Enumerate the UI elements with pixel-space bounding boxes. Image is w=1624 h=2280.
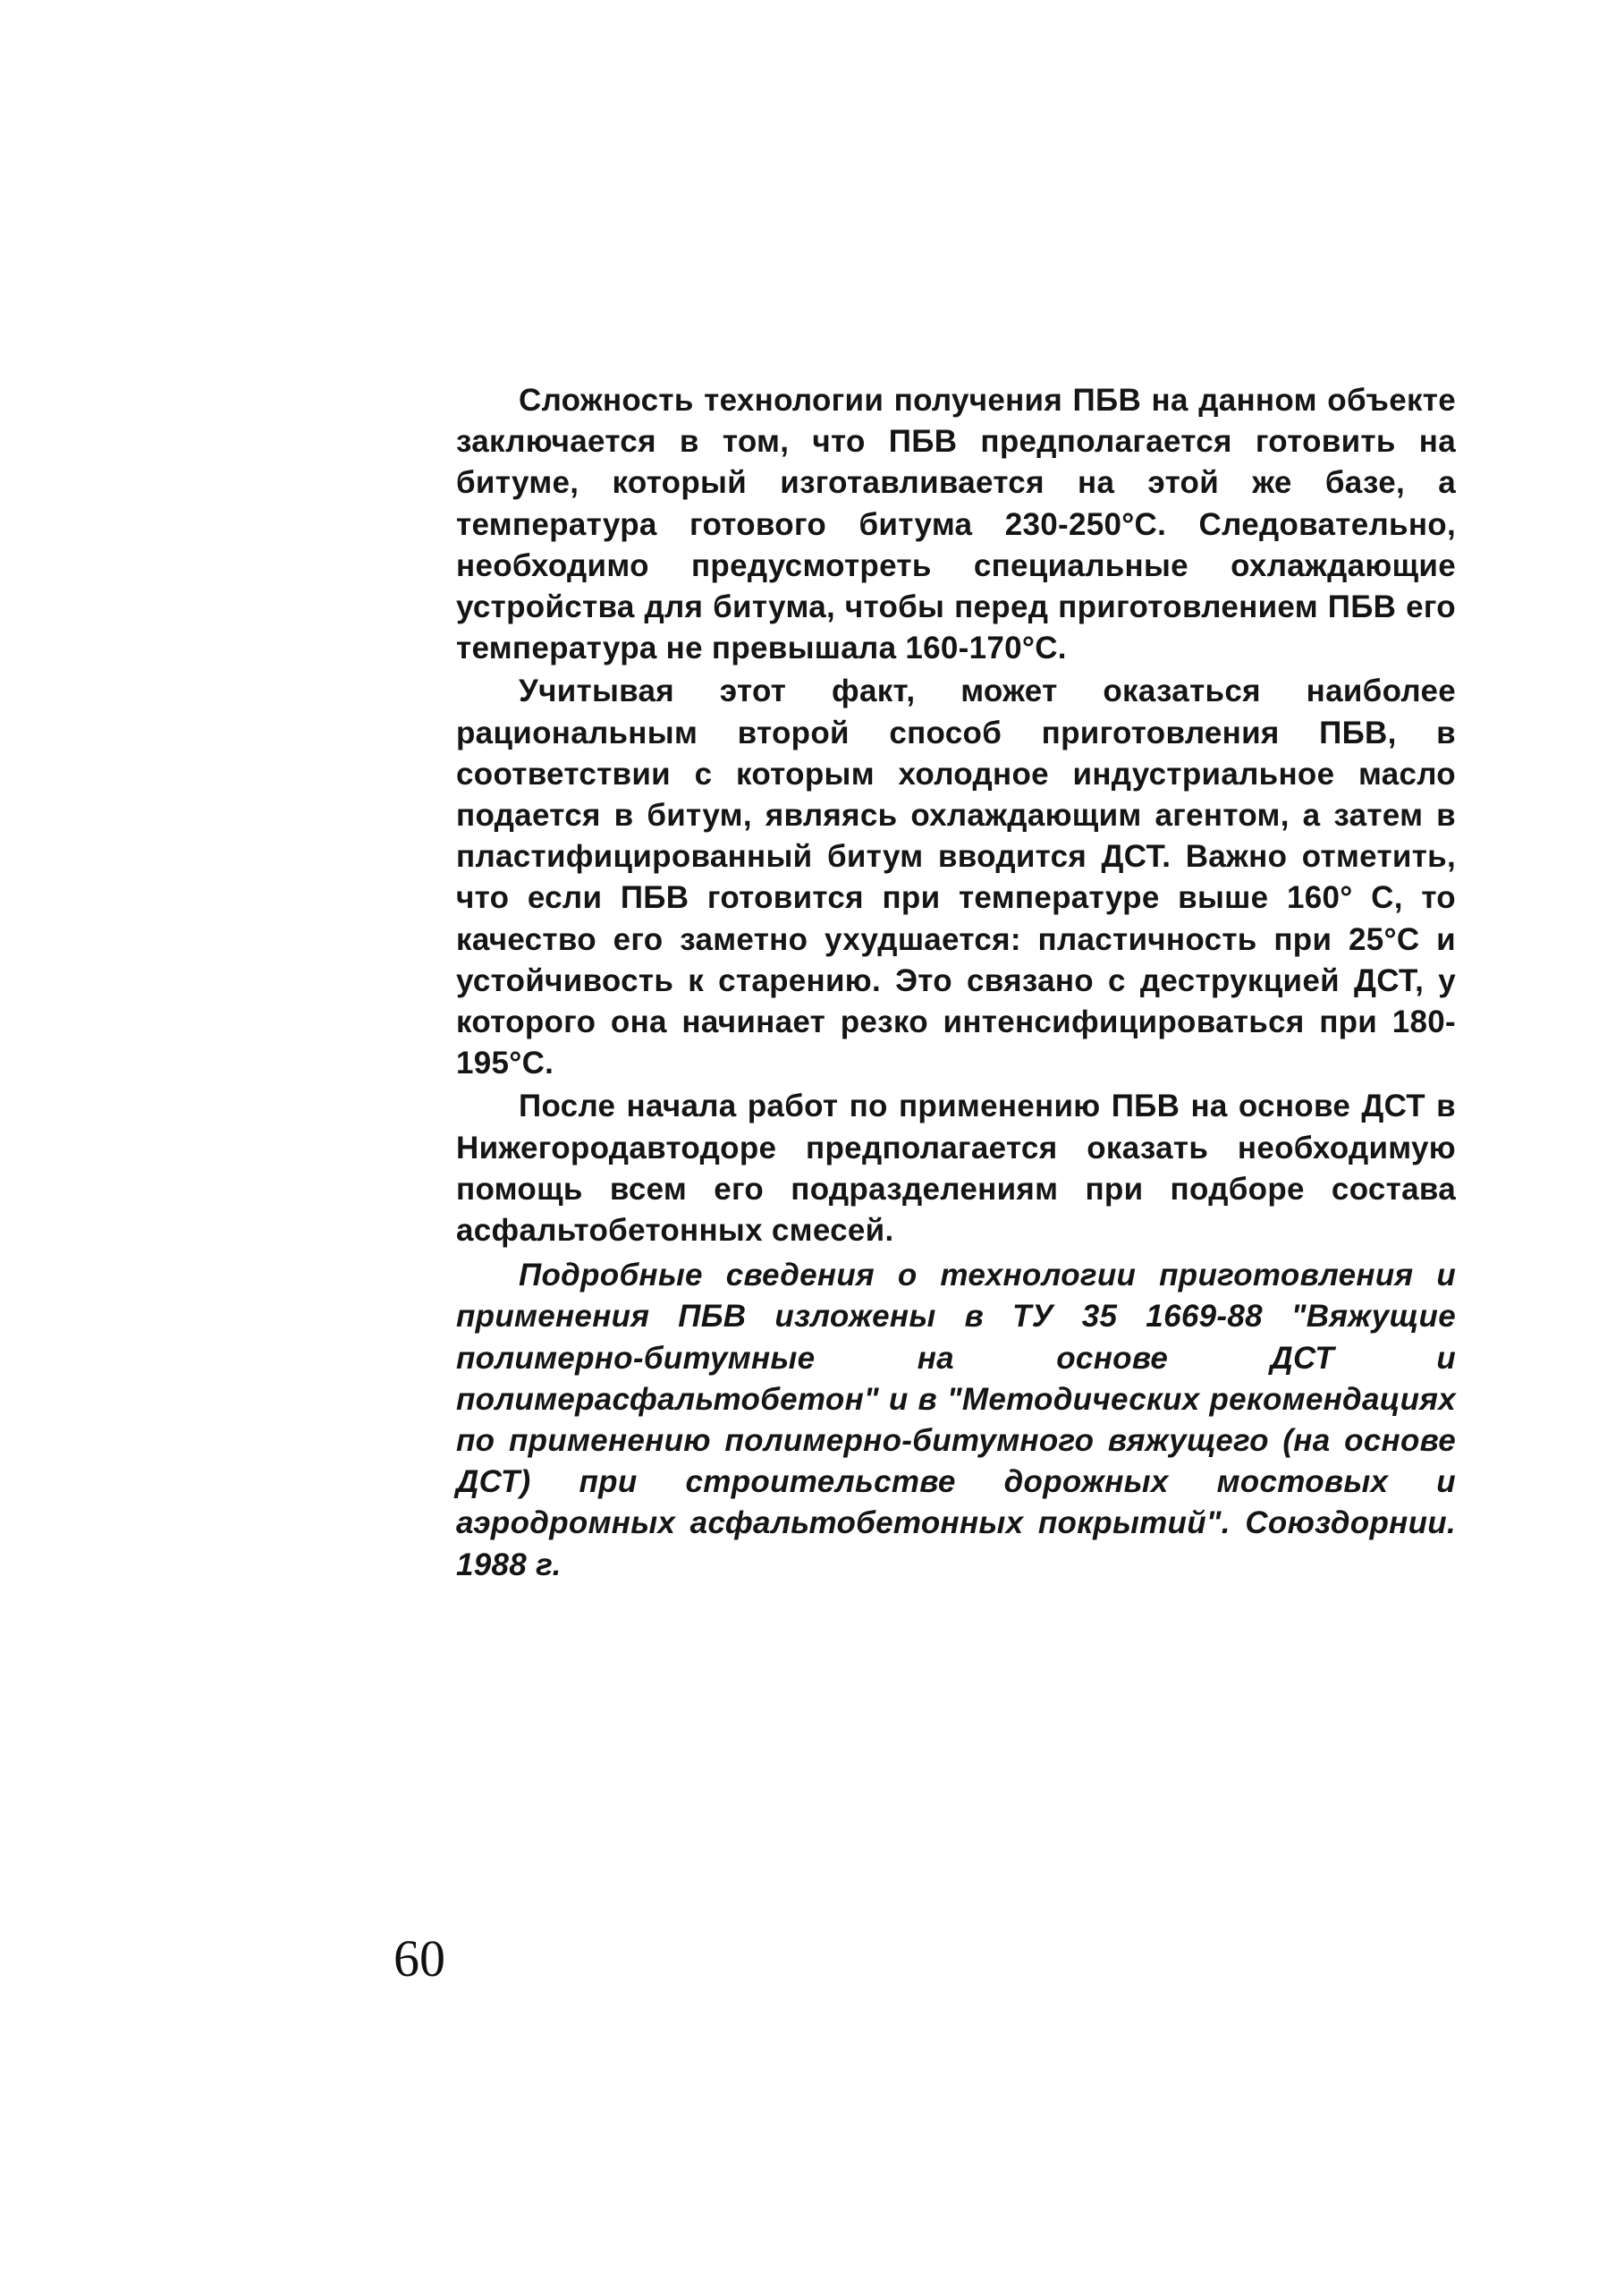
paragraph-assistance: После начала работ по применению ПБВ на основе ДСТ в Нижегородавтодоре предполагается оказать необходимую помощь всем его подразделениям при подборе состава асфальтобетонных смесей.: [456, 1089, 1456, 1249]
body-text: [456, 380, 1456, 1586]
paragraph-second-method: Учитывая этот факт, может оказаться наиболее рациональным второй способ приготовления ПБВ, в соответствии с которым холодное индустриальное масло подается в битум, являясь охлаждающим агентом, а затем в пластифицированный битум вводится ДСТ. Важно отметить, что если ПБВ готовится при температуре выше 160° С, то качество его заметно ухудшается: пластичность при 25°С и устойчивость к старению. Это связано с деструкцией ДСТ, у которого она начинает резко интенсифицироваться при 180-195°С.: [456, 674, 1456, 1081]
paragraph-complexity: Сложность технологии получения ПБВ на данном объекте заключается в том, что ПБВ предполагается готовить на битуме, который изготавливается на этой же базе, а температура готового битума 230-250°С. Следовательно, необходимо предусмотреть специальные охлаждающие устройства для битума, чтобы перед приготовлением ПБВ его температура не превышала 160-170°С.: [456, 383, 1456, 666]
reference-note: Подробные сведения о технологии приготовления и применения ПБВ изложены в ТУ 35 1669-88 "Вяжущие полимерно-битумные на основе ДСТ и полимерасфальтобетон" и в "Методических рекомендациях по применению полимерно-битумного вяжущего (на основе ДСТ) при строительстве дорожных мостовых и аэродромных асфальтобетонных покрытий". Союздорнии. 1988 г.: [456, 1258, 1456, 1582]
page-number: 60: [393, 1929, 445, 1988]
